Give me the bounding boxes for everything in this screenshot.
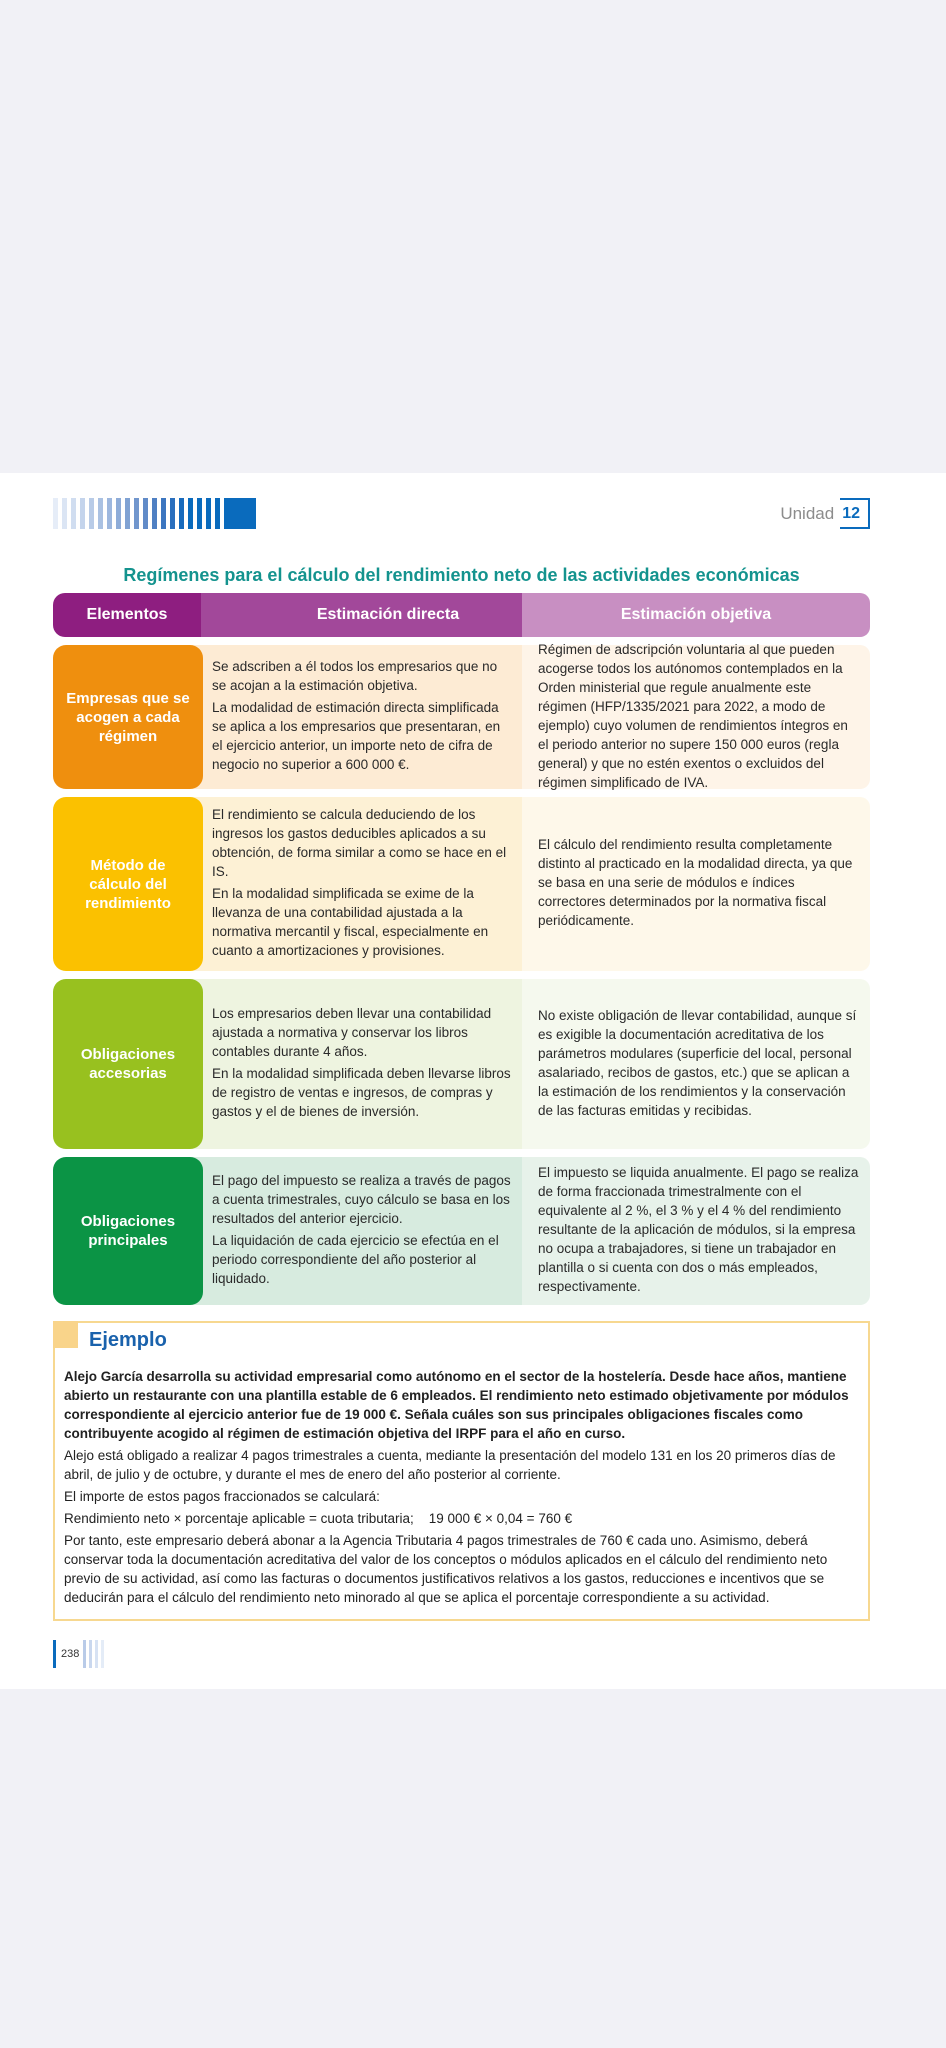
- cell-directa: [183, 979, 522, 1149]
- table-row: [53, 641, 870, 790]
- cell-directa: [183, 797, 522, 971]
- book-page: [0, 473, 946, 1689]
- table-row: [53, 1157, 870, 1305]
- example-formula: Rendimiento neto × porcentaje aplicable = cuota tributaria; 19 000 € × 0,04 = 760 €: [64, 1511, 573, 1526]
- unit-number: 12: [840, 498, 870, 529]
- cell-text: Los empresarios deben llevar una contabilidad ajustada a normativa y conservar los libros contables durante 4 años.: [212, 1006, 492, 1059]
- cell-text: En la modalidad simplificada deben llevarse libros de registro de ventas e ingresos, de compras y gastos y el de bienes de inversión.: [212, 1066, 511, 1119]
- row-label: Obligaciones principales: [53, 1157, 203, 1305]
- page-number: 238: [61, 1648, 80, 1660]
- example-body: [64, 1367, 861, 1610]
- cell-directa: [183, 1157, 522, 1305]
- cell-objetiva: [522, 641, 870, 790]
- cell-objetiva: [522, 1157, 870, 1305]
- header-estimacion-directa: Estimación directa: [181, 593, 575, 637]
- table-row: [53, 797, 870, 971]
- example-title: Ejemplo: [89, 1329, 167, 1351]
- cell-text: El cálculo del rendimiento resulta completamente distinto al practicado en la modalidad directa, ya que se basa en una serie de módulos e índices correctores determinados por la normativa fiscal periódicamente.: [538, 837, 853, 928]
- table-title: Regímenes para el cálculo del rendimiento neto de las actividades económicas: [123, 565, 800, 585]
- cell-text: Se adscriben a él todos los empresarios que no se acojan a la estimación objetiva.: [212, 659, 498, 693]
- page-number-footer: [53, 1640, 107, 1668]
- example-paragraph: Por tanto, este empresario deberá abonar a la Agencia Tributaria 4 pagos trimestrales de 760 € cada uno. Asimismo, deberá conservar toda la documentación acreditativa del valor de los conceptos o módulos aplicados en el cálculo del rendimiento neto previo de su actividad, así como las facturas o documentos justificativos relativos a los gastos, reducciones e incentivos que se deducirán para el cálculo del rendimiento neto minorado al que se aplica el porcentaje correspondiente a su actividad.: [64, 1533, 828, 1605]
- row-label: Empresas que se acogen a cada régimen: [53, 645, 203, 789]
- cell-text: No existe obligación de llevar contabilidad, aunque sí es exigible la documentación acreditativa de los parámetros modulares (superficie del local, personal asalariado, recibos de gastos, etc.) que se aplican a la estimación de los rendimientos y la conservación de las facturas emitidas y recibidas.: [538, 1007, 857, 1118]
- cell-text: El rendimiento se calcula deduciendo de los ingresos los gastos deducibles aplicados a su obtención, de forma similar a como se hace en el IS.: [212, 807, 507, 879]
- cell-text: En la modalidad simplificada se exime de la llevanza de una contabilidad ajustada a la normativa mercantil y fiscal, especialmente en cuanto a amortizaciones y provisiones.: [212, 886, 489, 958]
- unit-label: Unidad: [780, 503, 835, 523]
- example-marker: [53, 1321, 78, 1348]
- unit-indicator: [780, 498, 870, 529]
- row-label: Obligaciones accesorias: [53, 979, 203, 1149]
- cell-text: La modalidad de estimación directa simplificada se aplica a los empresarios que presentaran, en el ejercicio anterior, un importe neto de cifra de negocio no superior a 600 000 €.: [212, 700, 501, 772]
- example-paragraph: El importe de estos pagos fraccionados se calculará:: [64, 1489, 380, 1504]
- cell-directa: [183, 645, 522, 789]
- cell-text: Régimen de adscripción voluntaria al que pueden acogerse todos los autónomos contemplados en la Orden ministerial que regule anualmente este régimen (HFP/1335/2021 para 2022, a modo de ejemplo) cuyo volumen de rendimientos íntegros en el periodo anterior no supere 150 000 euros (regla general) y que no estén exentos o excluidos del régimen simplificado de IVA.: [538, 641, 848, 790]
- example-statement: Alejo García desarrolla su actividad empresarial como autónomo en el sector de la hostelería. Desde hace años, mantiene abierto un restaurante con una plantilla estable de 6 empleados. El rendimiento neto estimado objetivamente por módulos correspondiente al ejercicio anterior fue de 19 000 €. Señala cuáles son sus principales obligaciones fiscales como contribuyente acogido al régimen de estimación objetiva del IRPF para el año en curso.: [64, 1369, 849, 1441]
- header-estimacion-objetiva: Estimación objetiva: [522, 593, 870, 637]
- table-row: [53, 979, 870, 1149]
- page-number-bar: [53, 1640, 56, 1668]
- cell-objetiva: [522, 979, 870, 1149]
- table-header: [53, 593, 870, 637]
- cell-text: El pago del impuesto se realiza a través de pagos a cuenta trimestrales, cuyo cálculo se basa en los resultados del anterior ejercicio.: [212, 1173, 511, 1226]
- row-label: Método de cálculo del rendimiento: [53, 797, 203, 971]
- header-stripes: [53, 498, 256, 529]
- header-elementos: Elementos: [53, 593, 201, 637]
- cell-text: El impuesto se liquida anualmente. El pago se realiza de forma fraccionada trimestralmente con el equivalente al 2 %, el 3 % y el 4 % del rendimiento resultante de la aplicación de módulos, si la empresa no ocupa a trabajadores, si tiene un trabajador en plantilla o si cuenta con dos o más empleados, respectivamente.: [538, 1165, 859, 1294]
- example-box: [53, 1321, 870, 1621]
- cell-objetiva: [522, 797, 870, 971]
- footer-stripes: [83, 1640, 107, 1668]
- cell-text: La liquidación de cada ejercicio se efectúa en el periodo correspondiente del año posterior al liquidado.: [212, 1233, 499, 1286]
- example-paragraph: Alejo está obligado a realizar 4 pagos trimestrales a cuenta, mediante la presentación del modelo 131 en los 20 primeros días de abril, de julio y de octubre, y durante el mes de enero del año posterior al corriente.: [64, 1448, 836, 1482]
